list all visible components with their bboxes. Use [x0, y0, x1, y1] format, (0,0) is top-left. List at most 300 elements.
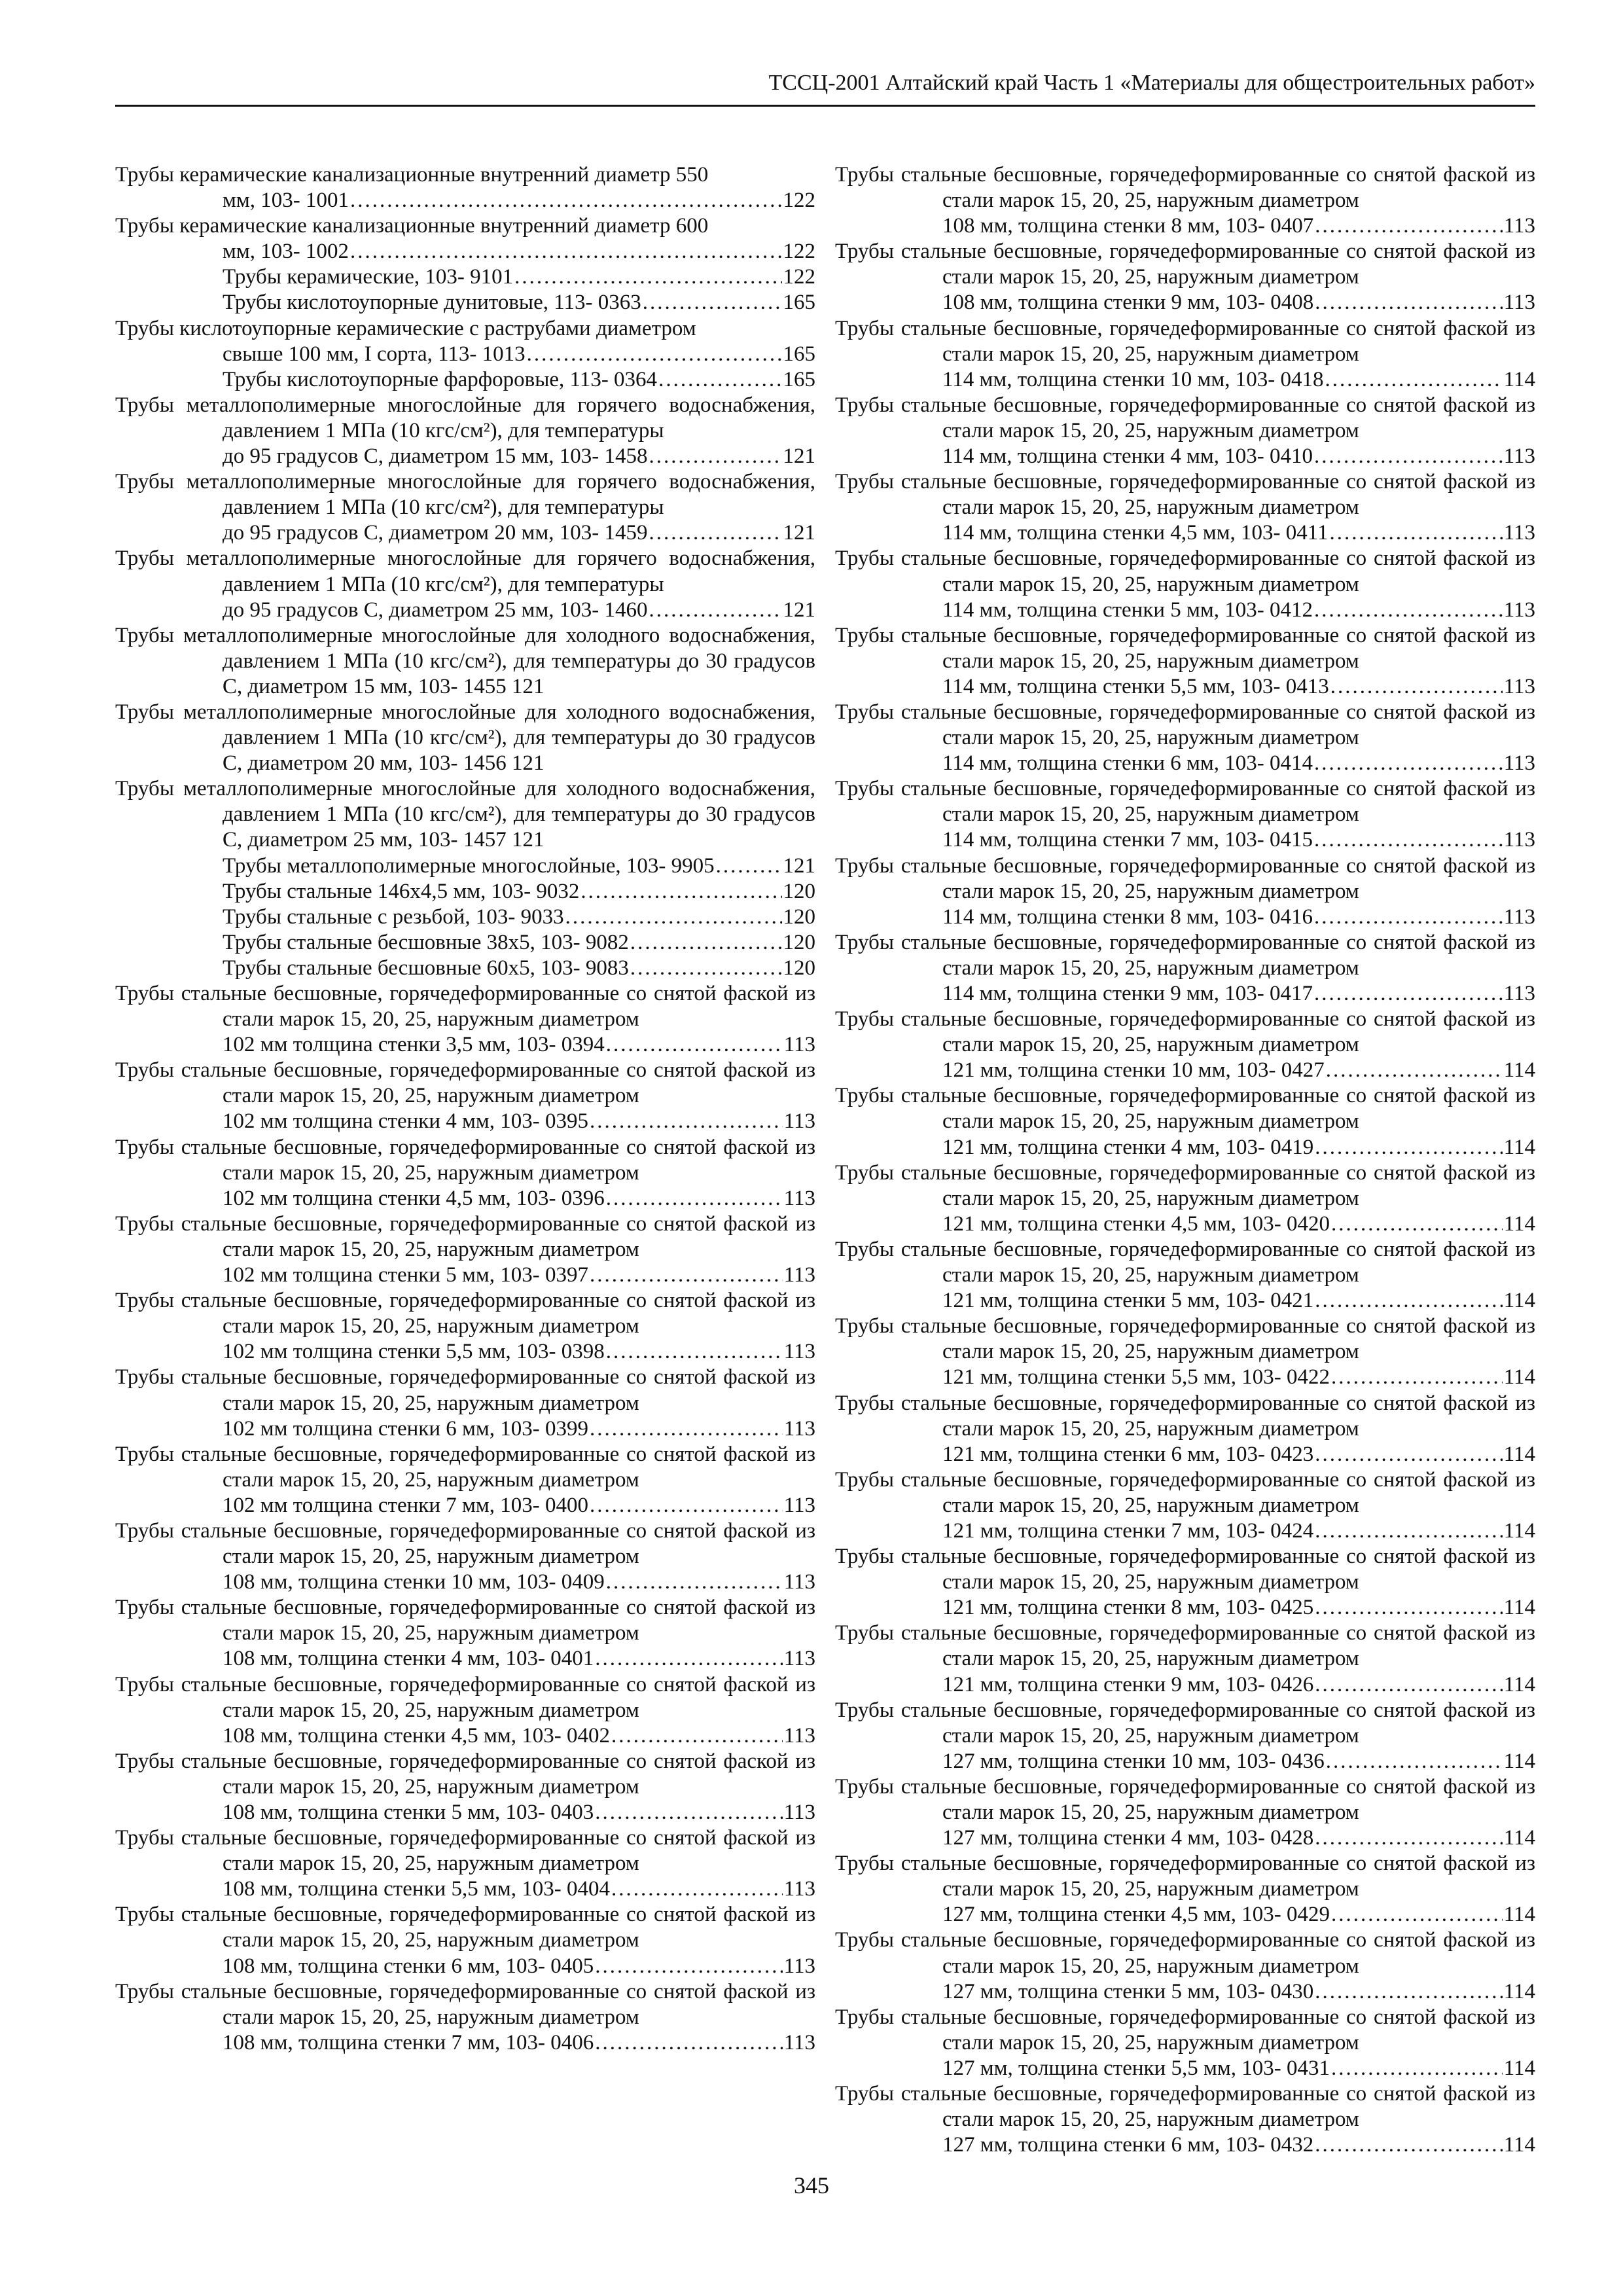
entry-last-line: 121 мм, толщина стенки 7 мм, 103- 0424 [942, 1518, 1314, 1543]
entry-text: Трубы стальные бесшовные, горячедеформированные со снятой фаской из стали марок 15, 20, 25, наружным диаметром [835, 853, 1535, 903]
entry-page-ref: 113 [1503, 905, 1535, 929]
entry-leader-line [942, 1365, 1535, 1390]
index-entry [115, 316, 815, 367]
index-entry [115, 469, 815, 546]
entry-last-line: 127 мм, толщина стенки 6 мм, 103- 0432 [942, 2133, 1314, 2157]
entry-text: Трубы стальные бесшовные, горячедеформированные со снятой фаской из стали марок 15, 20, 25, наружным диаметром [835, 2082, 1535, 2132]
dot-leader [1314, 751, 1503, 776]
entry-text: Трубы стальные бесшовные, горячедеформированные со снятой фаской из стали марок 15, 20, 25, наружным диаметром [835, 1545, 1535, 1594]
entry-page-ref: 113 [783, 1109, 815, 1134]
index-entry [835, 469, 1535, 546]
index-entry [835, 162, 1535, 239]
index-entry [115, 1672, 815, 1749]
entry-page-ref: 113 [1503, 751, 1535, 776]
dot-leader [1315, 1518, 1502, 1544]
entry-page-ref: 113 [1503, 444, 1535, 469]
dot-leader [649, 520, 781, 546]
entry-text: Трубы стальные бесшовные, горячедеформированные со снятой фаской из стали марок 15, 20, 25, наружным диаметром [835, 1852, 1535, 1901]
entry-last-line: 127 мм, толщина стенки 5 мм, 103- 0430 [942, 1979, 1314, 2003]
dot-leader [611, 1723, 783, 1749]
entry-page-ref: 113 [783, 1647, 815, 1671]
dot-leader [1331, 2056, 1503, 2081]
entry-page-ref: 113 [783, 2030, 815, 2054]
entry-page-ref: 114 [1503, 1211, 1535, 1236]
index-column-left [115, 162, 815, 2056]
index-entry [835, 930, 1535, 1007]
entry-last-line: Трубы керамические, 103- 9101 [223, 265, 514, 289]
index-entry [835, 2081, 1535, 2158]
dot-leader [606, 1186, 783, 1211]
dot-leader [1315, 290, 1502, 315]
entry-page-ref: 113 [1503, 598, 1535, 622]
entry-last-line: 108 мм, толщина стенки 4 мм, 103- 0401 [223, 1647, 594, 1671]
entry-last-line: 108 мм, толщина стенки 6 мм, 103- 0405 [223, 1954, 594, 1978]
entry-last-line: 121 мм, толщина стенки 6 мм, 103- 0423 [942, 1442, 1314, 1466]
entry-leader-line [223, 1416, 815, 1442]
entry-page-ref: 114 [1503, 1903, 1535, 1927]
index-entry [835, 700, 1535, 776]
dot-leader [1315, 1442, 1502, 1467]
entry-page-ref: 114 [1503, 1826, 1535, 1850]
dot-leader [1314, 981, 1503, 1007]
index-entry [115, 1365, 815, 1441]
entry-last-line: 108 мм, толщина стенки 8 мм, 103- 0407 [942, 214, 1314, 238]
entry-text: Трубы стальные бесшовные, горячедеформированные со снятой фаской из стали марок 15, 20, 25, наружным диаметром [115, 1826, 815, 1876]
entry-text: Трубы стальные бесшовные, горячедеформированные со снятой фаской из стали марок 15, 20, 25, наружным диаметром [835, 623, 1535, 673]
entry-last-line: 114 мм, толщина стенки 7 мм, 103- 0415 [942, 828, 1313, 852]
entry-last-line: 121 мм, толщина стенки 4 мм, 103- 0419 [942, 1135, 1314, 1159]
entry-text: Трубы стальные бесшовные, горячедеформированные со снятой фаской из стали марок 15, 20, 25, наружным диаметром [835, 1391, 1535, 1441]
entry-page-ref: 113 [783, 1033, 815, 1057]
entry-leader-line [942, 213, 1535, 239]
entry-leader-line [942, 827, 1535, 853]
entry-page-ref: 113 [1503, 828, 1535, 852]
entry-leader-line [942, 367, 1535, 393]
entry-page-ref: 113 [1503, 982, 1535, 1005]
entry-text: Трубы стальные бесшовные, горячедеформированные со снятой фаской из стали марок 15, 20, 25, наружным диаметром [115, 1749, 815, 1799]
dot-leader [611, 1876, 783, 1902]
index-entry [835, 393, 1535, 469]
entry-last-line: Трубы кислотоупорные фарфоровые, 113- 0364 [223, 367, 658, 391]
index-entry [835, 1467, 1535, 1544]
dot-leader [595, 1646, 782, 1672]
entry-leader-line [223, 1032, 815, 1058]
entry-text: Трубы стальные бесшовные, горячедеформированные со снятой фаской из стали марок 15, 20, 25, наружным диаметром [115, 1903, 815, 1952]
index-entry [115, 367, 815, 393]
entry-text: Трубы стальные бесшовные, горячедеформированные со снятой фаской из стали марок 15, 20, 25, наружным диаметром [835, 163, 1535, 213]
entry-page-ref: 114 [1503, 1672, 1535, 1696]
entry-last-line: 121 мм, толщина стенки 5,5 мм, 103- 0422 [942, 1365, 1330, 1390]
index-entry [115, 1288, 815, 1365]
entry-text: Трубы металлополимерные многослойные для горячего водоснабжения, давлением 1 МПа (10 кгс/см²), для температуры [115, 393, 815, 442]
entry-leader-line [223, 342, 815, 367]
entry-last-line: 114 мм, толщина стенки 10 мм, 103- 0418 [942, 367, 1324, 391]
dot-leader [350, 239, 781, 264]
dot-leader [1315, 1825, 1502, 1851]
entry-text: Трубы стальные бесшовные, горячедеформированные со снятой фаской из стали марок 15, 20, 25, наружным диаметром [835, 316, 1535, 366]
entry-text: Трубы стальные бесшовные, горячедеформированные со снятой фаской из стали марок 15, 20, 25, наружным диаметром [115, 1979, 815, 2029]
dot-leader [1315, 1979, 1502, 2005]
entry-page-ref: 120 [783, 930, 815, 954]
entry-last-line: 121 мм, толщина стенки 9 мм, 103- 0426 [942, 1672, 1314, 1696]
entry-leader-line [942, 1902, 1535, 1928]
index-entry [835, 1314, 1535, 1390]
entry-page-ref: 113 [783, 1416, 815, 1441]
index-entry [115, 1825, 815, 1902]
entry-text: Трубы металлополимерные многослойные для холодного водоснабжения, давлением 1 МПа (10 кгс/см²), для температуры до 30 градусов С, диаметром 15 мм, 103- 1455 121 [115, 623, 815, 698]
entry-last-line: 102 мм толщина стенки 3,5 мм, 103- 0394 [223, 1033, 605, 1057]
index-entry [115, 1595, 815, 1672]
entry-text: Трубы стальные бесшовные, горячедеформированные со снятой фаской из стали марок 15, 20, 25, наружным диаметром [115, 1135, 815, 1185]
entry-text: Трубы стальные бесшовные, горячедеформированные со снятой фаской из стали марок 15, 20, 25, наружным диаметром [115, 1058, 815, 1108]
entry-last-line: 121 мм, толщина стенки 10 мм, 103- 0427 [942, 1058, 1325, 1083]
entry-leader-line [942, 981, 1535, 1007]
entry-leader-line [223, 956, 815, 981]
entry-last-line: 127 мм, толщина стенки 10 мм, 103- 0436 [942, 1749, 1325, 1773]
index-entry [835, 1928, 1535, 2004]
dot-leader [1315, 1288, 1502, 1314]
entry-last-line: 127 мм, толщина стенки 4 мм, 103- 0428 [942, 1826, 1314, 1850]
entry-last-line: до 95 градусов С, диаметром 20 мм, 103- 1459 [223, 521, 648, 545]
entry-page-ref: 114 [1503, 1442, 1535, 1466]
entry-leader-line [942, 674, 1535, 700]
index-entry [835, 1391, 1535, 1467]
entry-leader-line [942, 1135, 1535, 1160]
index-entry [115, 213, 815, 264]
entry-last-line: Трубы стальные бесшовные 38x5, 103- 9082 [223, 930, 629, 954]
entry-leader-line [942, 1288, 1535, 1314]
index-entry [115, 930, 815, 956]
entry-leader-line [223, 905, 815, 930]
index-entry [115, 1902, 815, 1979]
dot-leader [1331, 1902, 1503, 1928]
dot-leader [1314, 444, 1503, 469]
entry-text: Трубы стальные бесшовные, горячедеформированные со снятой фаской из стали марок 15, 20, 25, наружным диаметром [835, 777, 1535, 827]
entry-page-ref: 114 [1503, 1518, 1535, 1543]
dot-leader [527, 342, 782, 367]
entry-last-line: 108 мм, толщина стенки 5,5 мм, 103- 0404 [223, 1877, 610, 1901]
index-entry [115, 162, 815, 213]
index-entry [115, 1518, 815, 1595]
entry-page-ref: 122 [783, 265, 815, 289]
entry-last-line: Трубы стальные 146x4,5 мм, 103- 9032 [223, 879, 580, 903]
entry-last-line: до 95 градусов С, диаметром 15 мм, 103- 1458 [223, 444, 648, 469]
entry-leader-line [942, 444, 1535, 469]
index-entry [115, 956, 815, 981]
entry-leader-line [942, 1672, 1535, 1698]
entry-text: Трубы стальные бесшовные, горячедеформированные со снятой фаской из стали марок 15, 20, 25, наружным диаметром [835, 1698, 1535, 1748]
entry-leader-line [942, 1825, 1535, 1851]
index-entry [835, 1237, 1535, 1314]
entry-page-ref: 165 [783, 367, 815, 391]
entry-last-line: 102 мм толщина стенки 4,5 мм, 103- 0396 [223, 1186, 605, 1210]
entry-page-ref: 113 [1503, 674, 1535, 698]
entry-page-ref: 114 [1503, 1979, 1535, 2003]
entry-last-line: мм, 103- 1001 [223, 188, 349, 213]
dot-leader [1315, 213, 1502, 239]
dot-leader [1331, 1211, 1503, 1237]
dot-leader [1326, 1058, 1503, 1083]
dot-leader [1314, 905, 1503, 930]
index-entry [115, 853, 815, 879]
entry-page-ref: 113 [783, 1801, 815, 1824]
entry-last-line: 102 мм толщина стенки 5,5 мм, 103- 0398 [223, 1340, 605, 1364]
index-entry [115, 776, 815, 853]
entry-page-ref: 113 [783, 1186, 815, 1210]
entry-page-ref: 114 [1503, 1749, 1535, 1773]
dot-leader [1315, 1595, 1502, 1621]
entry-text: Трубы керамические канализационные внутренний диаметр 550 [115, 163, 709, 187]
entry-last-line: до 95 градусов С, диаметром 25 мм, 103- 1460 [223, 598, 648, 622]
dot-leader [716, 853, 782, 879]
entry-page-ref: 114 [1503, 1365, 1535, 1390]
dot-leader [1325, 367, 1503, 393]
dot-leader [590, 1109, 783, 1134]
index-entry [115, 1211, 815, 1288]
dot-leader [1315, 2132, 1502, 2158]
entry-last-line: 114 мм, толщина стенки 9 мм, 103- 0417 [942, 982, 1313, 1005]
entry-last-line: 114 мм, толщина стенки 8 мм, 103- 0416 [942, 905, 1313, 929]
page-number: 345 [794, 2172, 829, 2198]
index-entry [835, 316, 1535, 393]
index-entry [835, 853, 1535, 930]
entry-last-line: свыше 100 мм, I сорта, 113- 1013 [223, 342, 526, 366]
entry-last-line: 108 мм, толщина стенки 4,5 мм, 103- 0402 [223, 1723, 610, 1748]
entry-leader-line [223, 1723, 815, 1749]
entry-leader-line [942, 1211, 1535, 1237]
entry-leader-line [942, 1442, 1535, 1467]
dot-leader [630, 930, 782, 956]
entry-last-line: Трубы кислотоупорные дунитовые, 113- 0363 [223, 291, 641, 315]
entry-leader-line [223, 1570, 815, 1595]
index-entry [115, 1135, 815, 1211]
dot-leader [1314, 827, 1503, 853]
entry-page-ref: 113 [783, 1570, 815, 1594]
dot-leader [606, 1032, 783, 1058]
entry-page-ref: 113 [783, 1340, 815, 1364]
entry-leader-line [223, 1646, 815, 1672]
entry-last-line: 102 мм толщина стенки 7 мм, 103- 0400 [223, 1493, 588, 1517]
entry-last-line: 114 мм, толщина стенки 5,5 мм, 103- 0413 [942, 674, 1329, 698]
index-entry [835, 1621, 1535, 1697]
dot-leader [649, 444, 781, 469]
index-entry [835, 1160, 1535, 1237]
entry-text: Трубы стальные бесшовные, горячедеформированные со снятой фаской из стали марок 15, 20, 25, наружным диаметром [115, 1442, 815, 1492]
dot-leader [595, 1954, 782, 1979]
dot-leader [1314, 598, 1503, 623]
entry-leader-line [942, 2056, 1535, 2081]
index-entry [115, 623, 815, 700]
entry-text: Трубы металлополимерные многослойные для холодного водоснабжения, давлением 1 МПа (10 кгс/см²), для температуры до 30 градусов С, диаметром 20 мм, 103- 1456 121 [115, 700, 815, 776]
entry-leader-line [942, 598, 1535, 623]
index-entry [115, 1442, 815, 1518]
entry-page-ref: 114 [1503, 1058, 1535, 1083]
dot-leader [1315, 1135, 1502, 1160]
entry-text: Трубы стальные бесшовные, горячедеформированные со снятой фаской из стали марок 15, 20, 25, наружным диаметром [115, 1289, 815, 1338]
index-entry [835, 239, 1535, 315]
dot-leader [514, 264, 781, 290]
entry-leader-line [223, 2030, 815, 2056]
entry-text: Трубы металлополимерные многослойные для холодного водоснабжения, давлением 1 МПа (10 кгс/см²), для температуры до 30 градусов С, диаметром 25 мм, 103- 1457 121 [115, 777, 815, 852]
index-entry [115, 700, 815, 776]
index-entry [115, 546, 815, 622]
entry-text: Трубы стальные бесшовные, горячедеформированные со снятой фаской из стали марок 15, 20, 25, наружным диаметром [835, 547, 1535, 596]
entry-leader-line [223, 598, 815, 623]
entry-text: Трубы стальные бесшовные, горячедеформированные со снятой фаской из стали марок 15, 20, 25, наружным диаметром [835, 1928, 1535, 1978]
index-entry [835, 1544, 1535, 1621]
entry-page-ref: 113 [783, 1723, 815, 1748]
entry-last-line: 114 мм, толщина стенки 4 мм, 103- 0410 [942, 444, 1313, 469]
entry-text: Трубы стальные бесшовные, горячедеформированные со снятой фаской из стали марок 15, 20, 25, наружным диаметром [115, 1518, 815, 1569]
entry-last-line: 114 мм, толщина стенки 6 мм, 103- 0414 [942, 751, 1313, 776]
entry-leader-line [942, 1595, 1535, 1621]
entry-leader-line [223, 239, 815, 264]
entry-page-ref: 121 [783, 444, 815, 469]
entry-leader-line [223, 1954, 815, 1979]
entry-text: Трубы керамические канализационные внутренний диаметр 600 [115, 214, 709, 238]
entry-last-line: 127 мм, толщина стенки 5,5 мм, 103- 0431 [942, 2056, 1330, 2080]
index-entry [115, 393, 815, 469]
entry-text: Трубы стальные бесшовные, горячедеформированные со снятой фаской из стали марок 15, 20, 25, наружным диаметром [835, 1467, 1535, 1517]
entry-text: Трубы стальные бесшовные, горячедеформированные со снятой фаской из стали марок 15, 20, 25, наружным диаметром [115, 1211, 815, 1261]
entry-leader-line [223, 444, 815, 469]
entry-page-ref: 120 [783, 879, 815, 903]
dot-leader [1330, 520, 1503, 546]
entry-page-ref: 120 [783, 956, 815, 980]
entry-leader-line [942, 1749, 1535, 1774]
entry-leader-line [223, 367, 815, 393]
entry-text: Трубы стальные бесшовные, горячедеформированные со снятой фаской из стали марок 15, 20, 25, наружным диаметром [835, 1621, 1535, 1671]
entry-text: Трубы стальные бесшовные, горячедеформированные со снятой фаской из стали марок 15, 20, 25, наружным диаметром [835, 470, 1535, 520]
entry-page-ref: 113 [1503, 214, 1535, 238]
entry-text: Трубы стальные бесшовные, горячедеформированные со снятой фаской из стали марок 15, 20, 25, наружным диаметром [115, 1596, 815, 1645]
index-entry [835, 1698, 1535, 1774]
entry-page-ref: 114 [1503, 1596, 1535, 1620]
entry-leader-line [223, 1493, 815, 1518]
entry-last-line: мм, 103- 1002 [223, 240, 349, 264]
entry-last-line: Трубы металлополимерные многослойные, 103- 9905 [223, 853, 715, 878]
entry-last-line: 108 мм, толщина стенки 9 мм, 103- 0408 [942, 291, 1314, 315]
dot-leader [643, 290, 782, 315]
entry-leader-line [942, 1979, 1535, 2005]
dot-leader [350, 188, 781, 213]
entry-last-line: 121 мм, толщина стенки 5 мм, 103- 0421 [942, 1289, 1314, 1313]
entry-page-ref: 113 [1503, 521, 1535, 545]
index-entry [835, 1851, 1535, 1928]
index-entry [115, 1058, 815, 1134]
entry-text: Трубы стальные бесшовные, горячедеформированные со снятой фаской из стали марок 15, 20, 25, наружным диаметром [835, 700, 1535, 750]
entry-leader-line [223, 879, 815, 905]
index-entry [115, 1979, 815, 2056]
entry-text: Трубы стальные бесшовные, горячедеформированные со снятой фаской из стали марок 15, 20, 25, наружным диаметром [835, 1160, 1535, 1210]
index-column-right [835, 162, 1535, 2158]
entry-text: Трубы стальные бесшовные, горячедеформированные со снятой фаской из стали марок 15, 20, 25, наружным диаметром [835, 1774, 1535, 1824]
entry-page-ref: 114 [1503, 1289, 1535, 1313]
entry-page-ref: 114 [1503, 1135, 1535, 1159]
entry-last-line: 108 мм, толщина стенки 7 мм, 103- 0406 [223, 2030, 594, 2054]
entry-text: Трубы стальные бесшовные, горячедеформированные со снятой фаской из стали марок 15, 20, 25, наружным диаметром [115, 1672, 815, 1722]
dot-leader [565, 905, 782, 930]
entry-leader-line [942, 905, 1535, 930]
dot-leader [1331, 1365, 1503, 1390]
index-entry [115, 879, 815, 905]
entry-page-ref: 121 [783, 521, 815, 545]
dot-leader [1330, 674, 1503, 700]
entry-last-line: 102 мм толщина стенки 5 мм, 103- 0397 [223, 1263, 588, 1287]
entry-page-ref: 121 [783, 598, 815, 622]
index-entry [115, 290, 815, 315]
entry-leader-line [942, 751, 1535, 776]
entry-page-ref: 121 [783, 853, 815, 878]
entry-page-ref: 114 [1503, 2056, 1535, 2080]
entry-leader-line [223, 853, 815, 879]
dot-leader [606, 1339, 783, 1365]
entry-last-line: 127 мм, толщина стенки 4,5 мм, 103- 0429 [942, 1903, 1330, 1927]
dot-leader [590, 1416, 783, 1442]
dot-leader [630, 956, 782, 981]
entry-page-ref: 122 [783, 188, 815, 213]
entry-text: Трубы стальные бесшовные, горячедеформированные со снятой фаской из стали марок 15, 20, 25, наружным диаметром [835, 1314, 1535, 1364]
entry-page-ref: 165 [783, 291, 815, 315]
entry-leader-line [223, 188, 815, 213]
entry-page-ref: 120 [783, 905, 815, 929]
index-entry [115, 905, 815, 930]
index-entry [835, 776, 1535, 853]
entry-leader-line [223, 264, 815, 290]
index-entry [115, 981, 815, 1058]
dot-leader [658, 367, 781, 393]
index-entry [835, 1007, 1535, 1083]
dot-leader [1326, 1749, 1503, 1774]
entry-page-ref: 165 [783, 342, 815, 366]
entry-last-line: Трубы стальные бесшовные 60x5, 103- 9083 [223, 956, 629, 980]
running-header [115, 68, 1535, 107]
entry-text: Трубы стальные бесшовные, горячедеформированные со снятой фаской из стали марок 15, 20, 25, наружным диаметром [835, 2005, 1535, 2054]
entry-text: Трубы стальные бесшовные, горячедеформированные со снятой фаской из стали марок 15, 20, 25, наружным диаметром [835, 1007, 1535, 1057]
entry-text: Трубы металлополимерные многослойные для горячего водоснабжения, давлением 1 МПа (10 кгс/см²), для температуры [115, 470, 815, 520]
entry-leader-line [223, 1800, 815, 1825]
entry-page-ref: 113 [783, 1263, 815, 1287]
entry-text: Трубы стальные бесшовные, горячедеформированные со снятой фаской из стали марок 15, 20, 25, наружным диаметром [835, 393, 1535, 442]
dot-leader [590, 1263, 783, 1288]
entry-last-line: 121 мм, толщина стенки 8 мм, 103- 0425 [942, 1596, 1314, 1620]
entry-last-line: 114 мм, толщина стенки 5 мм, 103- 0412 [942, 598, 1313, 622]
index-entry [835, 1774, 1535, 1851]
entry-text: Трубы стальные бесшовные, горячедеформированные со снятой фаской из стали марок 15, 20, 25, наружным диаметром [115, 1365, 815, 1415]
entry-page-ref: 122 [783, 240, 815, 264]
entry-text: Трубы стальные бесшовные, горячедеформированные со снятой фаской из стали марок 15, 20, 25, наружным диаметром [835, 1237, 1535, 1287]
entry-last-line: 102 мм толщина стенки 6 мм, 103- 0399 [223, 1416, 588, 1441]
entry-leader-line [223, 290, 815, 315]
index-entry [115, 264, 815, 290]
entry-text: Трубы стальные бесшовные, горячедеформированные со снятой фаской из стали марок 15, 20, 25, наружным диаметром [835, 240, 1535, 289]
entry-text: Трубы стальные бесшовные, горячедеформированные со снятой фаской из стали марок 15, 20, 25, наружным диаметром [835, 930, 1535, 980]
entry-leader-line [223, 1263, 815, 1288]
index-entry [835, 546, 1535, 622]
entry-leader-line [942, 290, 1535, 315]
entry-leader-line [223, 1876, 815, 1902]
entry-leader-line [223, 930, 815, 956]
index-entry [835, 2005, 1535, 2081]
entry-text: Трубы стальные бесшовные, горячедеформированные со снятой фаской из стали марок 15, 20, 25, наружным диаметром [835, 1084, 1535, 1134]
entry-last-line: 102 мм толщина стенки 4 мм, 103- 0395 [223, 1109, 588, 1134]
entry-leader-line [942, 1058, 1535, 1083]
entry-leader-line [223, 1186, 815, 1211]
entry-page-ref: 114 [1503, 367, 1535, 391]
dot-leader [649, 598, 781, 623]
entry-text: Трубы стальные бесшовные, горячедеформированные со снятой фаской из стали марок 15, 20, 25, наружным диаметром [115, 982, 815, 1031]
entry-leader-line [223, 520, 815, 546]
